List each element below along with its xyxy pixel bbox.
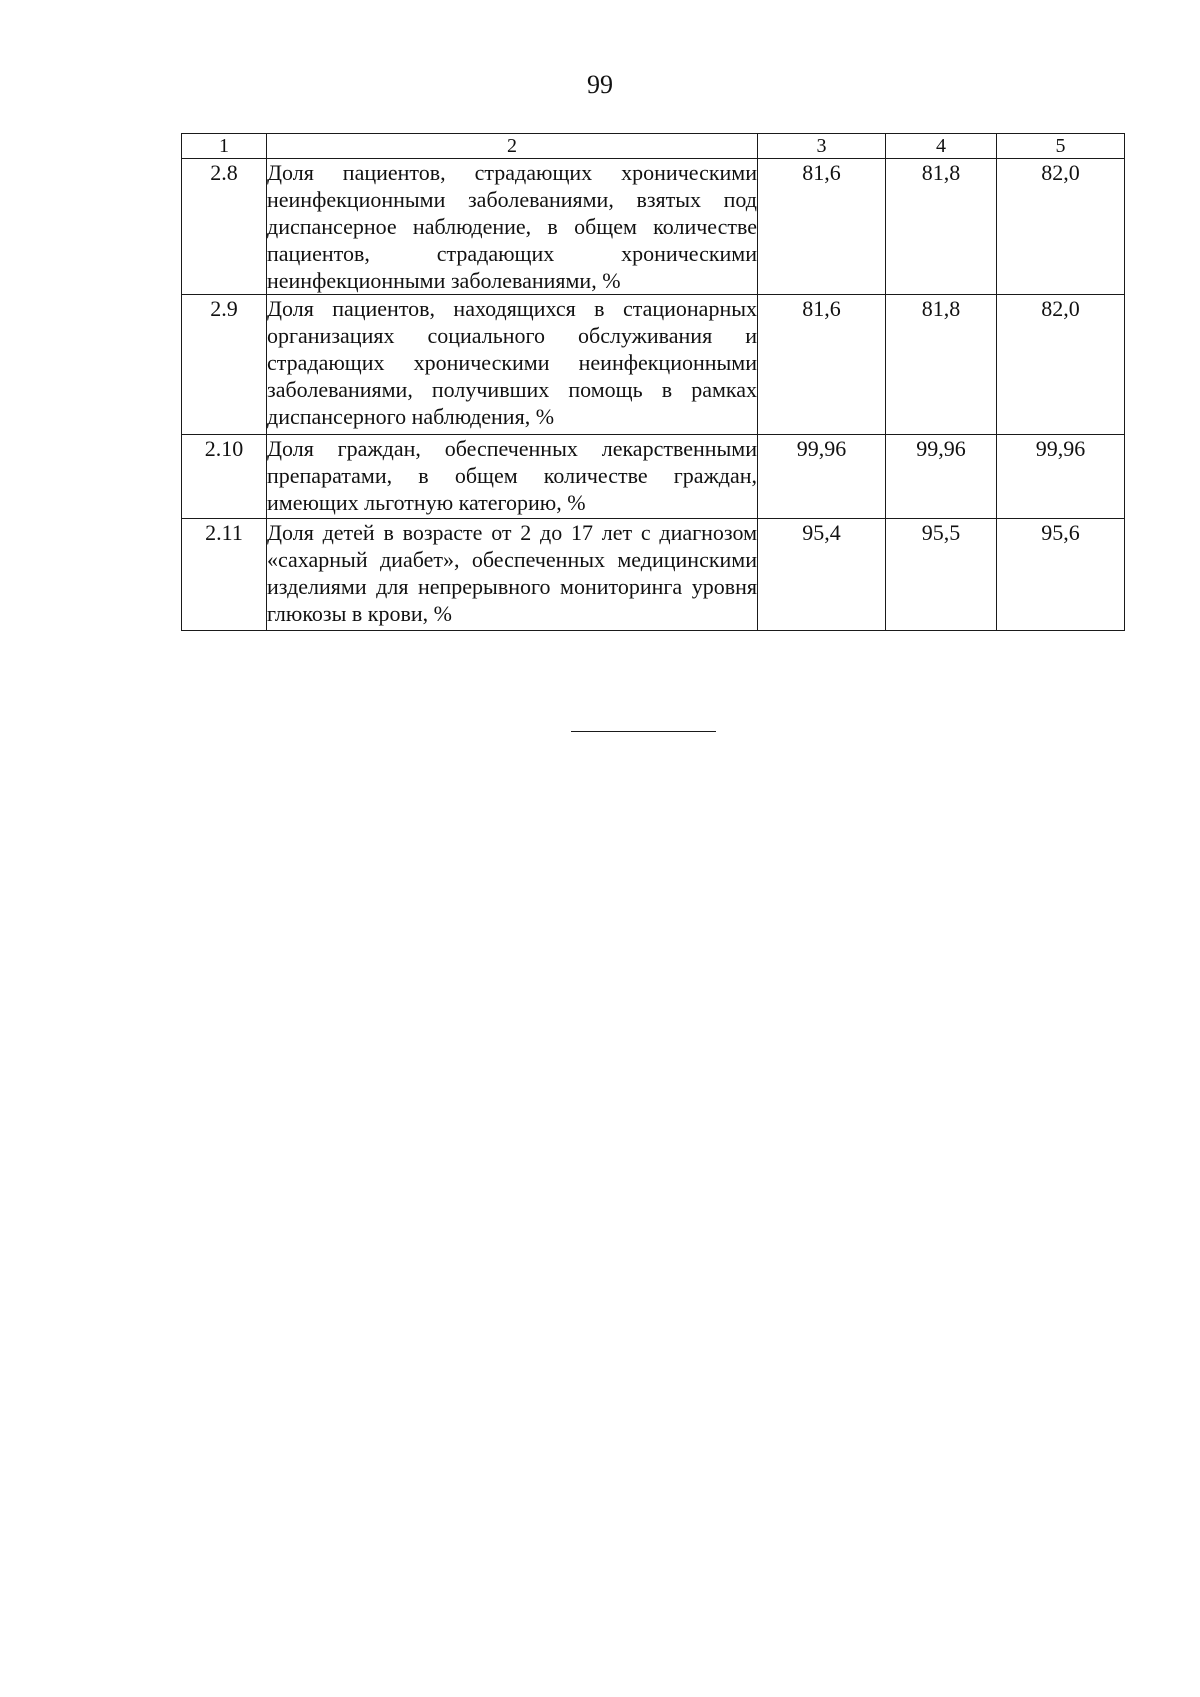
row-value-col4: 81,8 (886, 159, 997, 295)
column-header-4: 4 (886, 134, 997, 159)
row-value-col5: 99,96 (997, 435, 1125, 519)
row-value-col4: 99,96 (886, 435, 997, 519)
row-description: Доля пациентов, находящихся в стационарных организациях социального обслуживания и страдающих хроническими неинфекционными заболеваниями, получивших помощь в рамках диспансерного наблюдения, % (267, 295, 758, 435)
row-description: Доля пациентов, страдающих хроническими неинфекционными заболеваниями, взятых под диспансерное наблюдение, в общем количестве пациентов, страдающих хроническими неинфекционными заболеваниями, % (267, 160, 757, 293)
end-of-document-rule (571, 731, 716, 732)
column-header-5: 5 (997, 134, 1125, 159)
row-description: Доля детей в возрасте от 2 до 17 лет с диагнозом «сахарный диабет», обеспеченных медицинскими изделиями для непрерывного мониторинга уровня глюкозы в крови, % (267, 519, 758, 631)
row-value-col4: 95,5 (886, 519, 997, 631)
column-header-3: 3 (758, 134, 886, 159)
row-number: 2.10 (182, 435, 267, 519)
row-description: Доля граждан, обеспеченных лекарственными препаратами, в общем количестве граждан, имеющих льготную категорию, % (267, 435, 758, 519)
row-number: 2.8 (182, 159, 267, 295)
row-value-col4: 81,8 (886, 295, 997, 435)
table-row (182, 295, 1125, 435)
row-value-col3: 81,6 (758, 295, 886, 435)
table-row (182, 435, 1125, 519)
row-value-col5: 82,0 (997, 295, 1125, 435)
row-value-col5: 82,0 (997, 159, 1125, 295)
row-value-col5: 95,6 (997, 519, 1125, 631)
table-row (182, 159, 1125, 295)
row-value-col3: 81,6 (758, 159, 886, 295)
row-number: 2.9 (182, 295, 267, 435)
row-value-col3: 99,96 (758, 435, 886, 519)
row-number: 2.11 (182, 519, 267, 631)
header-row (182, 134, 1125, 159)
table-row (182, 519, 1125, 631)
indicators-table (181, 133, 1125, 631)
page-number: 99 (587, 70, 613, 99)
column-header-1: 1 (182, 134, 267, 159)
column-header-2: 2 (267, 134, 758, 159)
row-value-col3: 95,4 (758, 519, 886, 631)
